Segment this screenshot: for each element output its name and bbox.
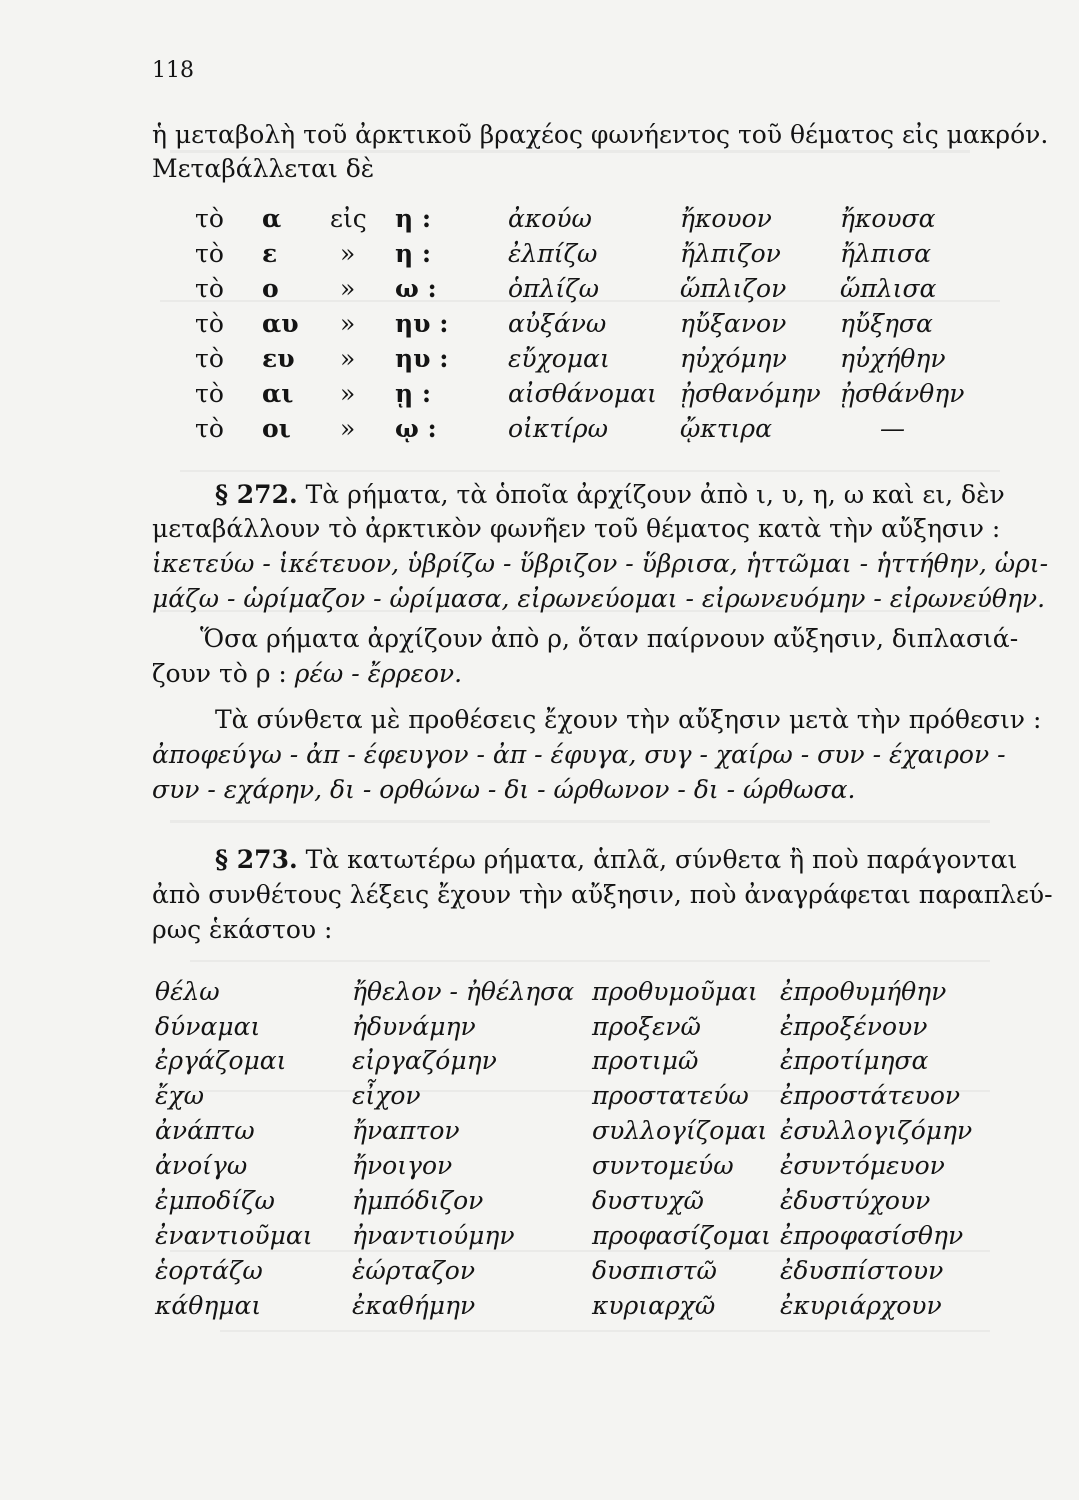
article: τὸ [195, 309, 224, 338]
verb-present: συντομεύω [592, 1151, 734, 1180]
present-form: ὁπλίζω [508, 274, 600, 303]
verb-augmented: ἐπροφασίσθην [780, 1221, 964, 1250]
initial-vowel: ευ [262, 344, 295, 373]
imperfect-form: ᾤκτιρα [680, 414, 772, 443]
verb-augmented: εἰργαζόμην [352, 1046, 497, 1075]
verb-present: ἐργάζομαι [155, 1046, 287, 1075]
verb-present: ἐμποδίζω [155, 1186, 275, 1215]
verb-augmented: ἐπροτίμησα [780, 1046, 929, 1075]
augmented-vowel: ω : [395, 274, 437, 303]
aorist-form: — [880, 414, 905, 443]
s272-line-8: ἀποφεύγω - ἀπ - έφευγον - ἀπ - έφυγα, συγ - χαίρω - συν - έχαιρον - [152, 740, 1006, 769]
verb-present: ἀνοίγω [155, 1151, 248, 1180]
s272-line-9: συν - εχάρην, δι - ορθώνω - δι - ώρθωνον - δι - ώρθωσα. [152, 775, 856, 804]
s272-line-6-b: ρέω - ἔρρεον. [286, 659, 463, 688]
intro-line-1: ἡ μεταβολὴ τοῦ ἀρκτικοῦ βραχέος φωνήεντος τοῦ θέματος εἰς μακρόν. [152, 120, 1049, 149]
page-number: 118 [152, 58, 194, 83]
aorist-form: ὥπλισα [840, 274, 937, 303]
imperfect-form: ηὔξανον [680, 309, 787, 338]
verb-augmented: ἐσυντόμευον [780, 1151, 945, 1180]
imperfect-form: ὥπλιζον [680, 274, 787, 303]
verb-present: ἑορτάζω [155, 1256, 263, 1285]
augmented-vowel: ηυ : [395, 309, 449, 338]
augmented-vowel: ῃ : [395, 379, 432, 408]
aorist-form: ηὔξησα [840, 309, 933, 338]
initial-vowel: αι [262, 379, 294, 408]
verb-augmented: ἤνοιγον [352, 1151, 453, 1180]
section-sign: § 272. [215, 480, 298, 509]
augmented-vowel: η : [395, 239, 432, 268]
verb-present: δυστυχῶ [592, 1186, 704, 1215]
verb-present: ἀνάπτω [155, 1116, 255, 1145]
s273-line-1 [215, 843, 1018, 877]
verb-augmented: ἐπροξένουν [780, 1012, 928, 1041]
article: τὸ [195, 239, 224, 268]
verb-augmented: ἐκυριάρχουν [780, 1291, 942, 1320]
verb-present: ἐναντιοῦμαι [155, 1221, 313, 1250]
present-form: αὐξάνω [508, 309, 607, 338]
verb-augmented: ἐπροθυμήθην [780, 977, 947, 1006]
imperfect-form: ᾐσθανόμην [680, 379, 821, 408]
separator: εἰς [330, 204, 367, 233]
augmented-vowel: η : [395, 204, 432, 233]
present-form: εὔχομαι [508, 344, 610, 373]
s272-line-4: μάζω - ὡρίμαζον - ὡρίμασα, εἰρωνεύομαι - εἰρωνευόμην - εἰρωνεύθην. [152, 584, 1046, 613]
verb-present: δύναμαι [155, 1012, 261, 1041]
intro-line-2: Μεταβάλλεται δὲ [152, 154, 375, 183]
s273-line-3: ρως ἑκάστου : [152, 915, 333, 944]
s272-line-1-text: Τὰ ρήματα, τὰ ὁποῖα ἀρχίζουν ἀπὸ ι, υ, η, ω καὶ ει, δὲν [297, 480, 1005, 509]
verb-augmented: ἐπροστάτευον [780, 1081, 961, 1110]
verb-present: δυσπιστῶ [592, 1256, 717, 1285]
imperfect-form: ηὐχόμην [680, 344, 787, 373]
verb-present: προφασίζομαι [592, 1221, 771, 1250]
s272-line-6 [152, 657, 992, 691]
s272-line-5: Ὅσα ρήματα ἀρχίζουν ἀπὸ ρ, ὅταν παίρνουν αὔξησιν, διπλασιά- [200, 624, 1019, 653]
present-form: οἰκτίρω [508, 414, 608, 443]
verb-present: προστατεύω [592, 1081, 749, 1110]
augmented-vowel: ηυ : [395, 344, 449, 373]
present-form: αἰσθάνομαι [508, 379, 657, 408]
article: τὸ [195, 204, 224, 233]
verb-present: προθυμοῦμαι [592, 977, 758, 1006]
aorist-form: ηὐχήθην [840, 344, 946, 373]
article: τὸ [195, 414, 224, 443]
imperfect-form: ἤλπιζον [680, 239, 781, 268]
s272-line-6-a: ζουν τὸ ρ : [152, 659, 287, 688]
verb-present: ἔχω [155, 1081, 204, 1110]
verb-present: συλλογίζομαι [592, 1116, 768, 1145]
verb-augmented: ἐσυλλογιζόμην [780, 1116, 973, 1145]
verb-augmented: ἠδυνάμην [352, 1012, 476, 1041]
verb-augmented: ἤναπτον [352, 1116, 460, 1145]
s273-line-1-text: Τὰ κατωτέρω ρήματα, ἁπλᾶ, σύνθετα ἢ ποὺ παράγονται [297, 845, 1018, 874]
s272-line-1 [215, 478, 1005, 512]
verb-augmented: ἑώρταζον [352, 1256, 476, 1285]
present-form: ἀκούω [508, 204, 592, 233]
verb-augmented: εἶχον [352, 1081, 421, 1110]
s272-line-7: Τὰ σύνθετα μὲ προθέσεις ἔχουν τὴν αὔξησιν μετὰ τὴν πρόθεσιν : [215, 705, 1042, 734]
separator: » [340, 239, 356, 268]
separator: » [340, 379, 356, 408]
verb-present: προτιμῶ [592, 1046, 699, 1075]
present-form: ἐλπίζω [508, 239, 598, 268]
imperfect-form: ἤκουον [680, 204, 772, 233]
separator: » [340, 344, 356, 373]
verb-present: προξενῶ [592, 1012, 701, 1041]
verb-present: κυριαρχῶ [592, 1291, 716, 1320]
verb-present: θέλω [155, 977, 220, 1006]
separator: » [340, 414, 356, 443]
separator: » [340, 309, 356, 338]
verb-augmented: ἠμπόδιζον [352, 1186, 484, 1215]
aorist-form: ἤλπισα [840, 239, 932, 268]
verb-present: κάθημαι [155, 1291, 262, 1320]
initial-vowel: α [262, 204, 282, 233]
initial-vowel: οι [262, 414, 291, 443]
verb-augmented: ἠναντιούμην [352, 1221, 515, 1250]
separator: » [340, 274, 356, 303]
section-sign: § 273. [215, 845, 298, 874]
augmented-vowel: ῳ : [395, 414, 437, 443]
initial-vowel: ο [262, 274, 279, 303]
verb-augmented: ἐδυστύχουν [780, 1186, 931, 1215]
verb-augmented: ἐδυσπίστουν [780, 1256, 944, 1285]
s272-line-2: μεταβάλλουν τὸ ἀρκτικὸν φωνῆεν τοῦ θέματος κατὰ τὴν αὔξησιν : [152, 514, 1001, 543]
initial-vowel: ε [262, 239, 278, 268]
verb-augmented: ἤθελον - ἠθέλησα [352, 977, 575, 1006]
initial-vowel: αυ [262, 309, 299, 338]
article: τὸ [195, 379, 224, 408]
s272-line-3: ἱκετεύω - ἱκέτευον, ὑβρίζω - ὕβριζον - ὕβρισα, ἡττῶμαι - ἡττήθην, ὡρι- [152, 549, 1049, 578]
article: τὸ [195, 344, 224, 373]
verb-augmented: ἐκαθήμην [352, 1291, 476, 1320]
s273-line-2: ἀπὸ συνθέτους λέξεις ἔχουν τὴν αὔξησιν, ποὺ ἀναγράφεται παραπλεύ- [152, 880, 1053, 909]
aorist-form: ᾐσθάνθην [840, 379, 965, 408]
aorist-form: ἤκουσα [840, 204, 936, 233]
article: τὸ [195, 274, 224, 303]
